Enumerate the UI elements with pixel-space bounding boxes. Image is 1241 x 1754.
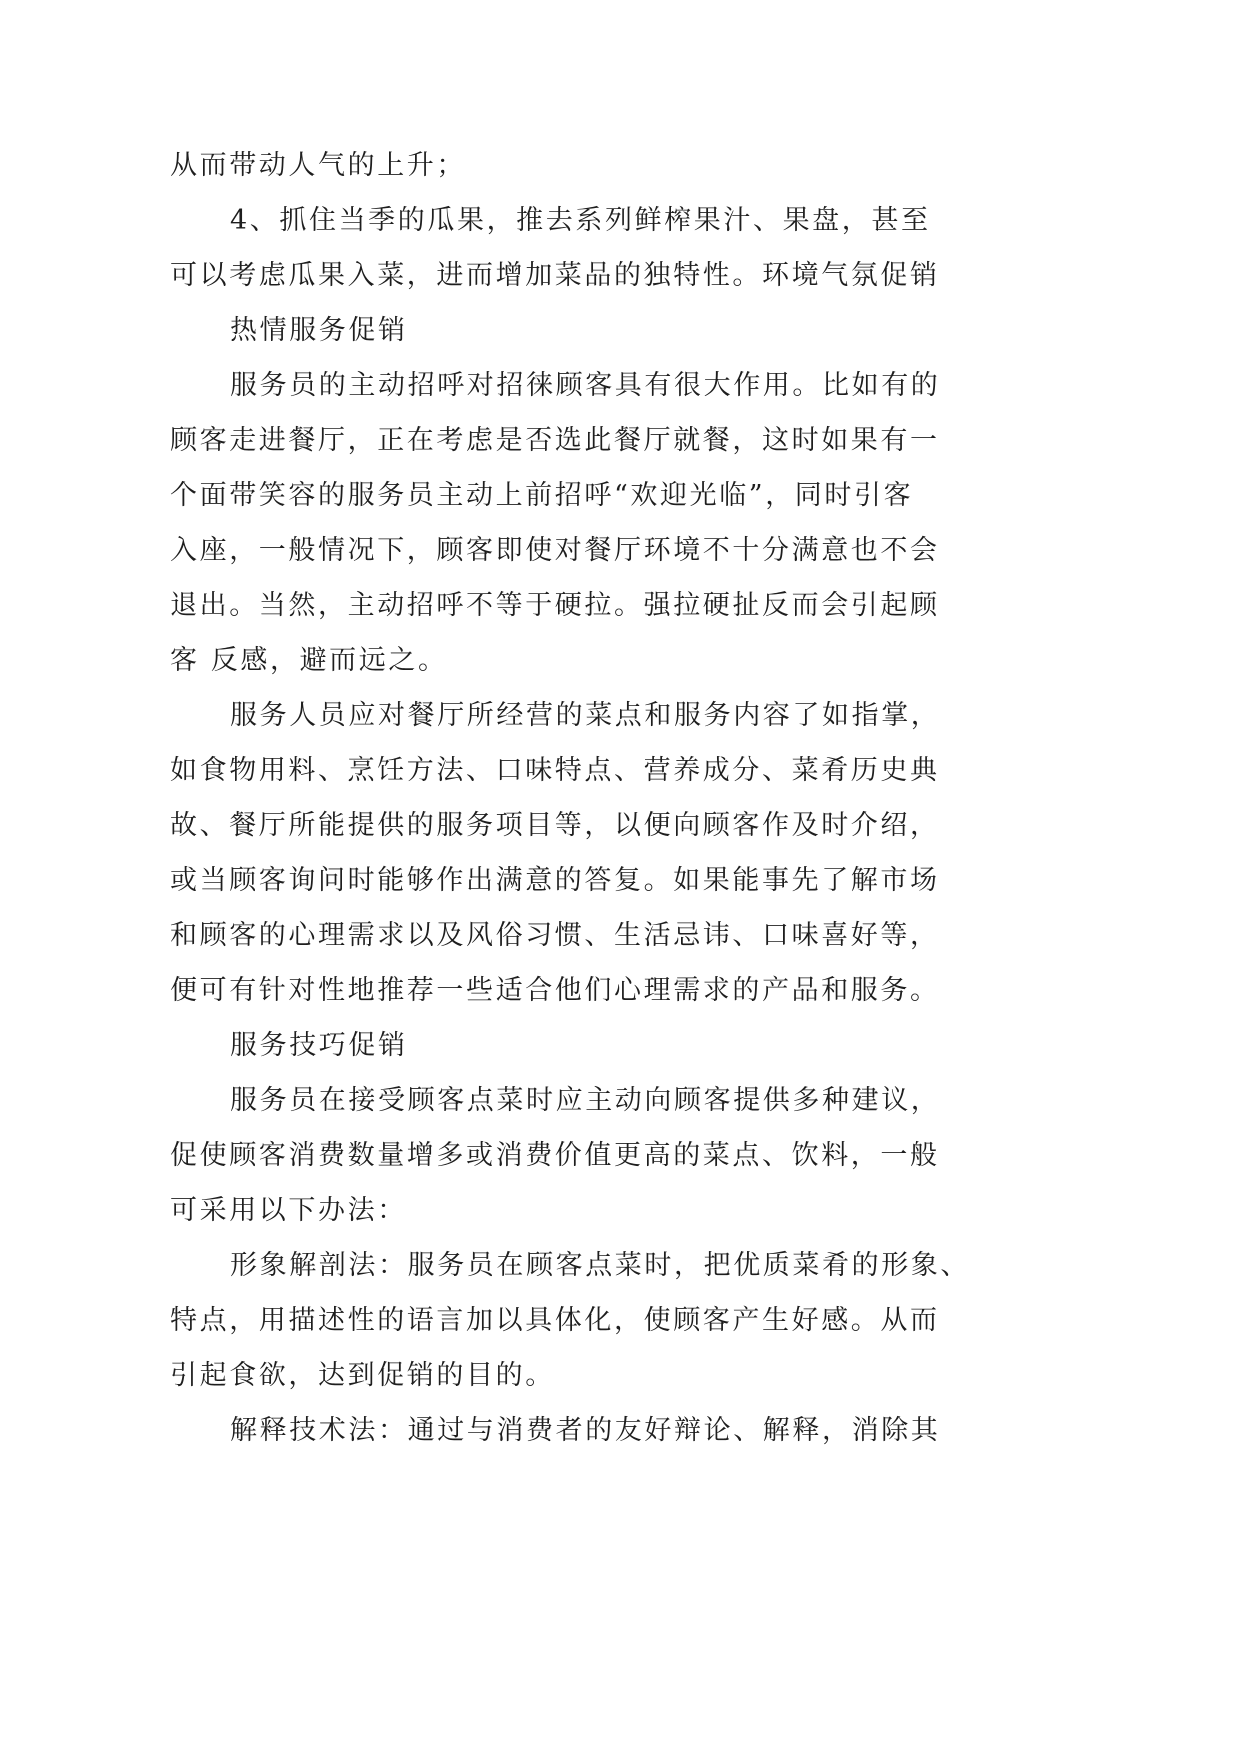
list-item-4: 4、抓住当季的瓜果，推去系列鲜榨果汁、果盘，甚至: [230, 205, 931, 236]
text-line: 特点，用描述性的语言加以具体化，使顾客产生好感。从而: [170, 1305, 940, 1336]
text-line: 促使顾客消费数量增多或消费价值更高的菜点、饮料，一般: [170, 1140, 940, 1171]
text-line: 如食物用料、烹饪方法、口味特点、营养成分、菜肴历史典: [170, 755, 940, 786]
text-line: 可以考虑瓜果入菜，进而增加菜品的独特性。环境气氛促销: [170, 260, 940, 291]
paragraph-start: 服务人员应对餐厅所经营的菜点和服务内容了如指掌，: [230, 700, 941, 731]
text-line: 可采用以下办法：: [170, 1195, 407, 1226]
text-line: 退出。当然，主动招呼不等于硬拉。强拉硬扯反而会引起顾: [170, 590, 940, 621]
text-line: 从而带动人气的上升；: [170, 150, 466, 181]
section-heading: 服务技巧促销: [230, 1030, 408, 1061]
text-line: 故、餐厅所能提供的服务项目等，以便向顾客作及时介绍，: [170, 810, 940, 841]
text-line: 个面带笑容的服务员主动上前招呼“欢迎光临”，同时引客: [170, 480, 914, 511]
text-line: 便可有针对性地推荐一些适合他们心理需求的产品和服务。: [170, 975, 940, 1006]
paragraph-start: 服务员在接受顾客点菜时应主动向顾客提供多种建议，: [230, 1085, 941, 1116]
text-line: 顾客走进餐厅，正在考虑是否选此餐厅就餐，这时如果有一: [170, 425, 940, 456]
paragraph-start: 解释技术法：通过与消费者的友好辩论、解释，消除其: [230, 1415, 941, 1446]
paragraph-start: 形象解剖法：服务员在顾客点菜时，把优质菜肴的形象、: [230, 1250, 970, 1281]
text-line: 客 反感，避而远之。: [170, 645, 448, 676]
text-line: 引起食欲，达到促销的目的。: [170, 1360, 555, 1391]
text-line: 和顾客的心理需求以及风俗习惯、生活忌讳、口味喜好等，: [170, 920, 940, 951]
paragraph-start: 服务员的主动招呼对招徕顾客具有很大作用。比如有的: [230, 370, 941, 401]
body-text: [170, 138, 1070, 1458]
section-heading: 热情服务促销: [230, 315, 408, 346]
text-line: 或当顾客询问时能够作出满意的答复。如果能事先了解市场: [170, 865, 940, 896]
text-line: 入座，一般情况下，顾客即使对餐厅环境不十分满意也不会: [170, 535, 940, 566]
